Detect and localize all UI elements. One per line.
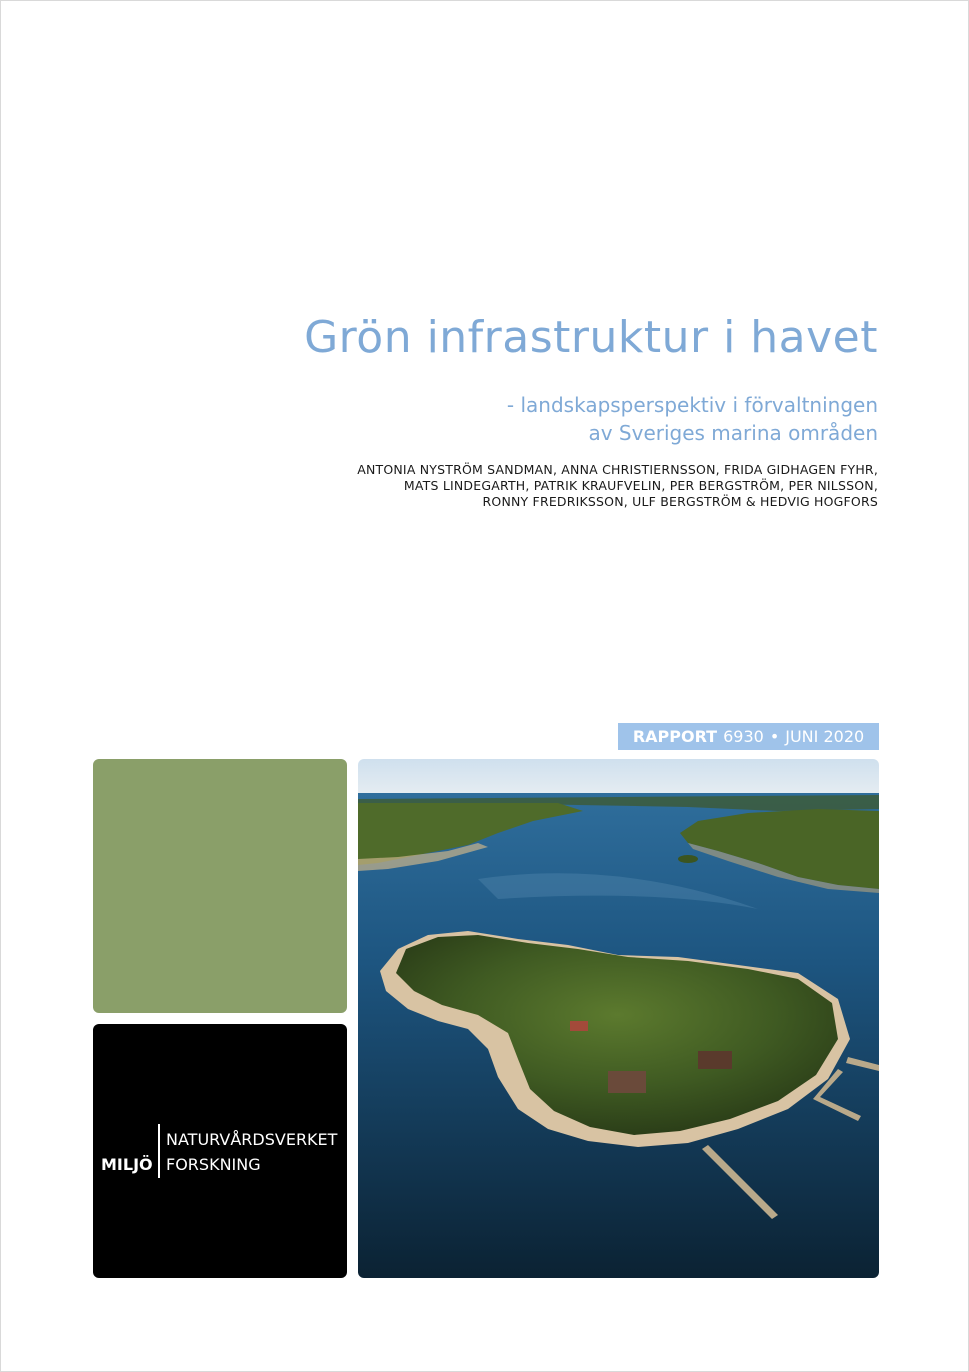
author-line-1: ANTONIA NYSTRÖM SANDMAN, ANNA CHRISTIERNSSON, FRIDA GIDHAGEN FYHR, (357, 462, 878, 477)
author-line-3: RONNY FREDRIKSSON, ULF BERGSTRÖM & HEDVIG HOGFORS (482, 494, 878, 509)
logo-block (93, 1024, 347, 1278)
logo-agency-name: NATURVÅRDSVERKET (166, 1130, 338, 1149)
report-label: RAPPORT (632, 727, 718, 746)
green-color-block (93, 759, 347, 1013)
small-islet (678, 855, 698, 863)
logo-left-word: MILJÖ (101, 1155, 153, 1174)
author-line-2: MATS LINDEGARTH, PATRIK KRAUFVELIN, PER BERGSTRÖM, PER NILSSON, (403, 478, 878, 493)
archipelago-photo-illustration (358, 759, 879, 1278)
naturvardsverket-logo (101, 1124, 341, 1180)
report-number-band (618, 723, 879, 750)
house-3 (570, 1021, 588, 1031)
cover-photo-archipelago (358, 759, 879, 1278)
report-date: JUNI 2020 (785, 727, 865, 746)
document-title: Grön infrastruktur i havet (304, 312, 878, 363)
report-number: 6930 (723, 727, 764, 746)
subtitle-line-1: - landskapsperspektiv i förvaltningen (506, 393, 878, 417)
logo-series-name: FORSKNING (166, 1155, 261, 1174)
subtitle-line-2: av Sveriges marina områden (588, 421, 878, 445)
logo-divider (158, 1124, 160, 1178)
author-list (357, 462, 878, 510)
house-2 (608, 1071, 646, 1093)
document-subtitle (507, 391, 878, 447)
report-separator: • (769, 727, 780, 746)
house-1 (698, 1051, 732, 1069)
